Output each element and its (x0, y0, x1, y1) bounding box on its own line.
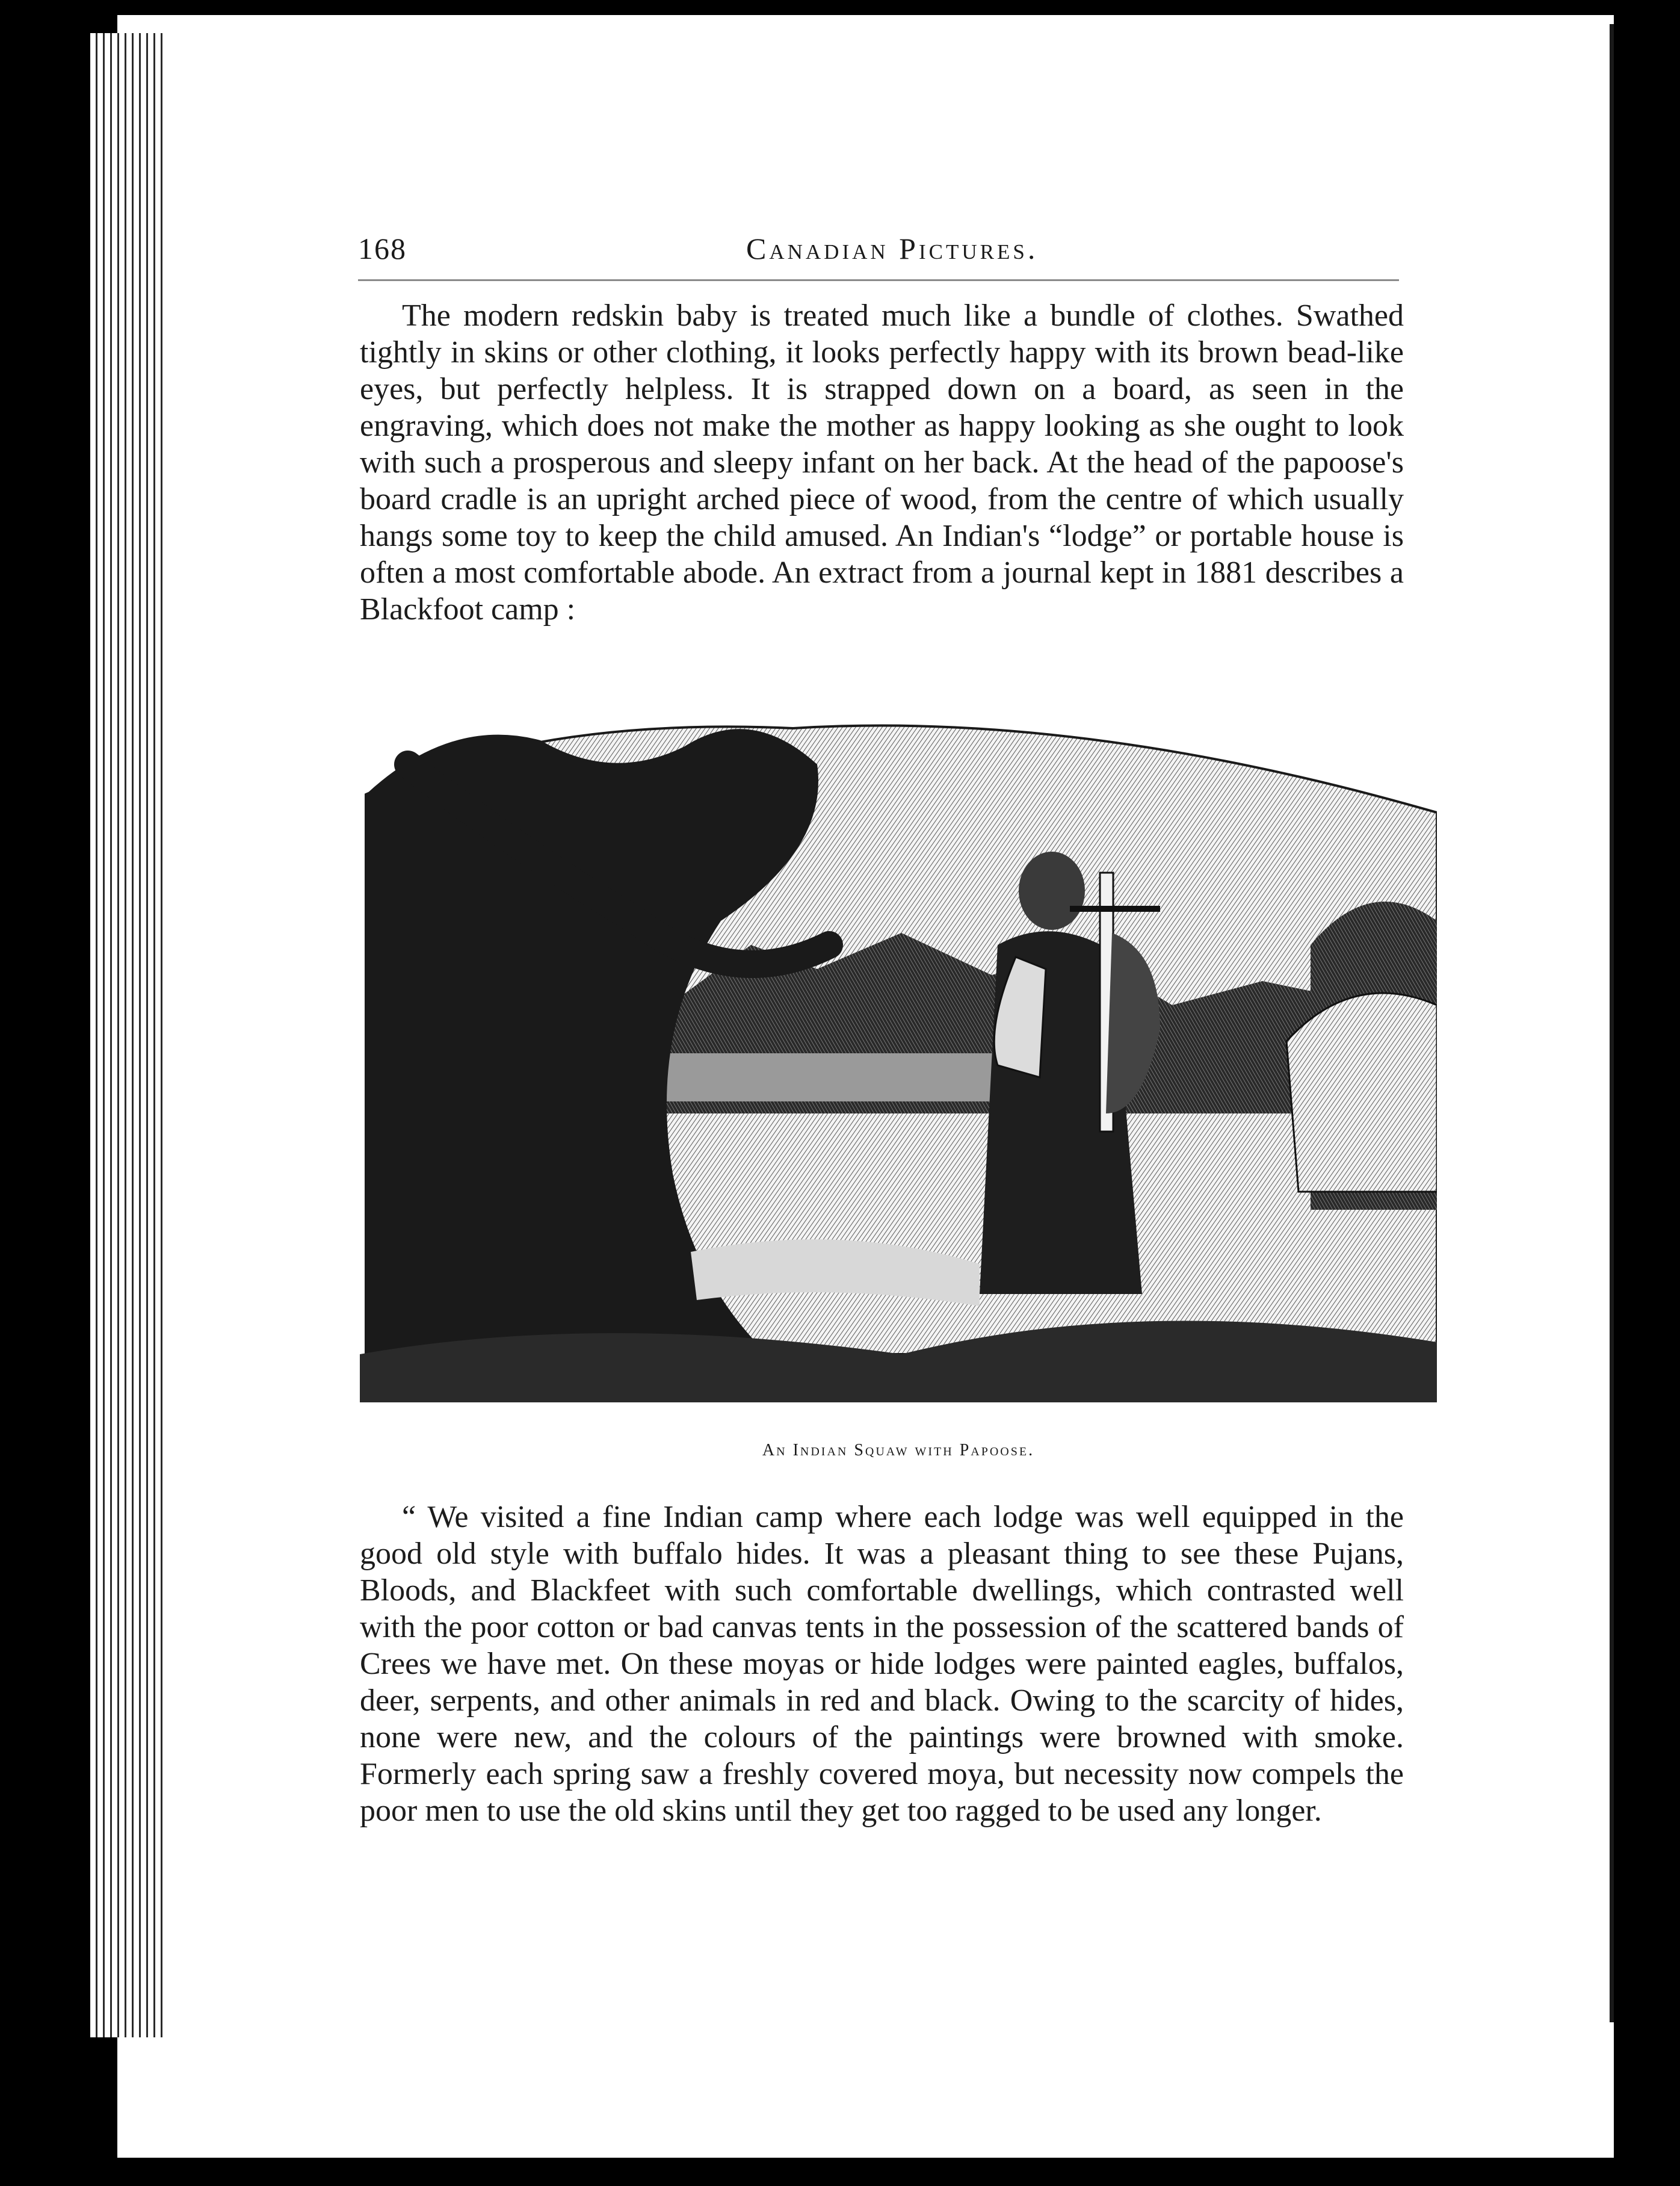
engraving-illustration (360, 692, 1437, 1402)
page-edges (90, 33, 162, 2037)
paragraph-1-text: The modern redskin baby is treated much like a bundle of clothes. Swathed tightly in skins or other clothing, it looks perfectly happy with its brown bead-like eyes, but perfectly helpless. It is strapped down on a board, as seen in the engraving, which does not make the mother as happy looking as she ought to look with such a prosperous and sleepy infant on her back. At the head of the papoose's board cradle is an upright arched piece of wood, from the centre of which usually hangs some toy to keep the child amused. An Indian's “lodge” or portable house is often a most comfortable abode. An extract from a journal kept in 1881 describes a Blackfoot camp : (360, 299, 1404, 627)
paragraph-2 (360, 1499, 1404, 1829)
paragraph-2-text: “ We visited a fine Indian camp where each lodge was well equipped in the good old style with buffalo hides. It was a pleasant thing to see these Pujans, Bloods, and Blackfeet with such comfortable dwellings, which contrasted well with the poor cotton or bad canvas tents in the possession of the scattered bands of Crees we have met. On these moyas or hide lodges were painted eagles, buffalos, deer, serpents, and other animals in red and black. Owing to the scarcity of hides, none were new, and the colours of the paintings were browned with smoke. Formerly each spring saw a freshly covered moya, but necessity now compels the poor men to use the old skins until they get too ragged to be used any longer. (360, 1500, 1404, 1828)
page-number: 168 (358, 232, 407, 265)
running-head: Canadian Pictures. (746, 232, 1039, 265)
paragraph-1 (360, 297, 1404, 628)
header-rule (358, 279, 1399, 281)
right-margin-dark (1614, 0, 1680, 2186)
figure-caption: An Indian Squaw with Papoose. (762, 1441, 1035, 1460)
